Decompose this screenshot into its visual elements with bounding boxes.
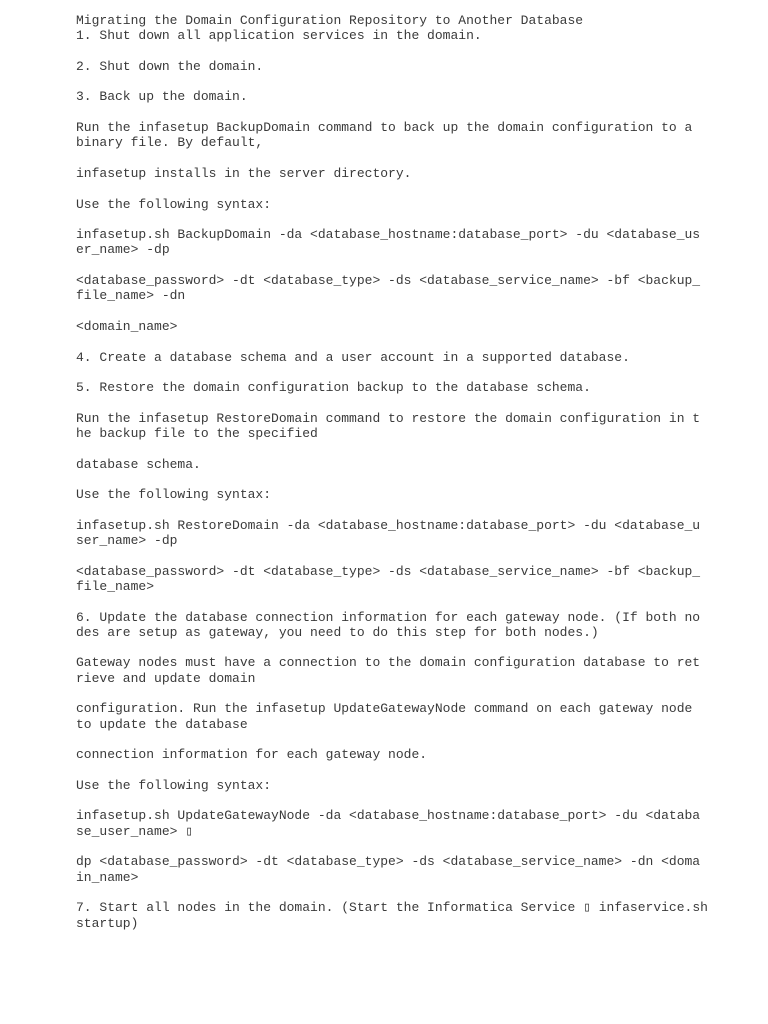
blank-line: [76, 151, 756, 166]
blank-line: [76, 793, 756, 808]
blank-line: [76, 181, 756, 196]
text-line: file_name> -dn: [76, 288, 186, 304]
text-line: file_name>: [76, 578, 155, 594]
text-line: 2. Shut down the domain.: [76, 58, 264, 74]
text-line: Run the infasetup RestoreDomain command to restore the domain configuration in t: [76, 410, 701, 426]
text-line: dp <database_password> -dt <database_type> -ds <database_service_name> -dn <doma: [76, 854, 701, 870]
blank-line: [76, 44, 756, 59]
blank-line: [76, 334, 756, 349]
blank-line: [76, 74, 756, 89]
text-line: database schema.: [76, 456, 201, 472]
text-line: infasetup.sh BackupDomain -da <database_hostname:database_port> -du <database_us: [76, 227, 701, 243]
text-line: se_user_name> ▯: [76, 823, 194, 839]
text-line: 4. Create a database schema and a user account in a supported database.: [76, 349, 630, 365]
text-line: 5. Restore the domain configuration backup to the database schema.: [76, 380, 591, 396]
text-line: <database_password> -dt <database_type> -ds <database_service_name> -bf <backup_: [76, 273, 701, 289]
blank-line: [76, 548, 756, 563]
text-line: <database_password> -dt <database_type> -ds <database_service_name> -bf <backup_: [76, 563, 701, 579]
blank-line: [76, 395, 756, 410]
document-title: Migrating the Domain Configuration Repository to Another Database: [76, 13, 584, 28]
text-line: 1. Shut down all application services in the domain.: [76, 28, 482, 44]
text-line: 7. Start all nodes in the domain. (Start the Informatica Service ▯ infaservice.sh: [76, 900, 708, 916]
text-line: Use the following syntax:: [76, 196, 272, 212]
document-body: [76, 13, 756, 931]
blank-line: [76, 365, 756, 380]
text-line: infasetup.sh RestoreDomain -da <database_hostname:database_port> -du <database_u: [76, 517, 701, 533]
text-line: des are setup as gateway, you need to do this step for both nodes.): [76, 624, 599, 640]
text-line: <domain_name>: [76, 318, 178, 334]
text-line: startup): [76, 915, 139, 931]
text-line: ser_name> -dp: [76, 533, 178, 549]
blank-line: [76, 304, 756, 319]
blank-line: [76, 763, 756, 778]
blank-line: [76, 105, 756, 120]
blank-line: [76, 594, 756, 609]
text-line: Run the infasetup BackupDomain command to back up the domain configuration to a: [76, 120, 693, 136]
blank-line: [76, 472, 756, 487]
text-line: configuration. Run the infasetup UpdateGatewayNode command on each gateway node: [76, 701, 693, 717]
text-line: infasetup.sh UpdateGatewayNode -da <database_hostname:database_port> -du <databa: [76, 808, 701, 824]
text-line: Gateway nodes must have a connection to the domain configuration database to ret: [76, 655, 701, 671]
blank-line: [76, 839, 756, 854]
blank-line: [76, 885, 756, 900]
text-line: er_name> -dp: [76, 242, 170, 258]
text-line: Use the following syntax:: [76, 487, 272, 503]
blank-line: [76, 732, 756, 747]
text-line: he backup file to the specified: [76, 426, 318, 442]
blank-line: [76, 258, 756, 273]
text-line: rieve and update domain: [76, 670, 256, 686]
blank-line: [76, 441, 756, 456]
blank-line: [76, 503, 756, 518]
text-line: connection information for each gateway node.: [76, 747, 428, 763]
blank-line: [76, 212, 756, 227]
text-line: 6. Update the database connection information for each gateway node. (If both no: [76, 609, 701, 625]
text-line: Use the following syntax:: [76, 777, 272, 793]
text-line: 3. Back up the domain.: [76, 89, 248, 105]
text-line: to update the database: [76, 716, 248, 732]
text-line: binary file. By default,: [76, 135, 264, 151]
blank-line: [76, 686, 756, 701]
text-line: infasetup installs in the server directory.: [76, 165, 412, 181]
blank-line: [76, 640, 756, 655]
text-line: in_name>: [76, 869, 139, 885]
